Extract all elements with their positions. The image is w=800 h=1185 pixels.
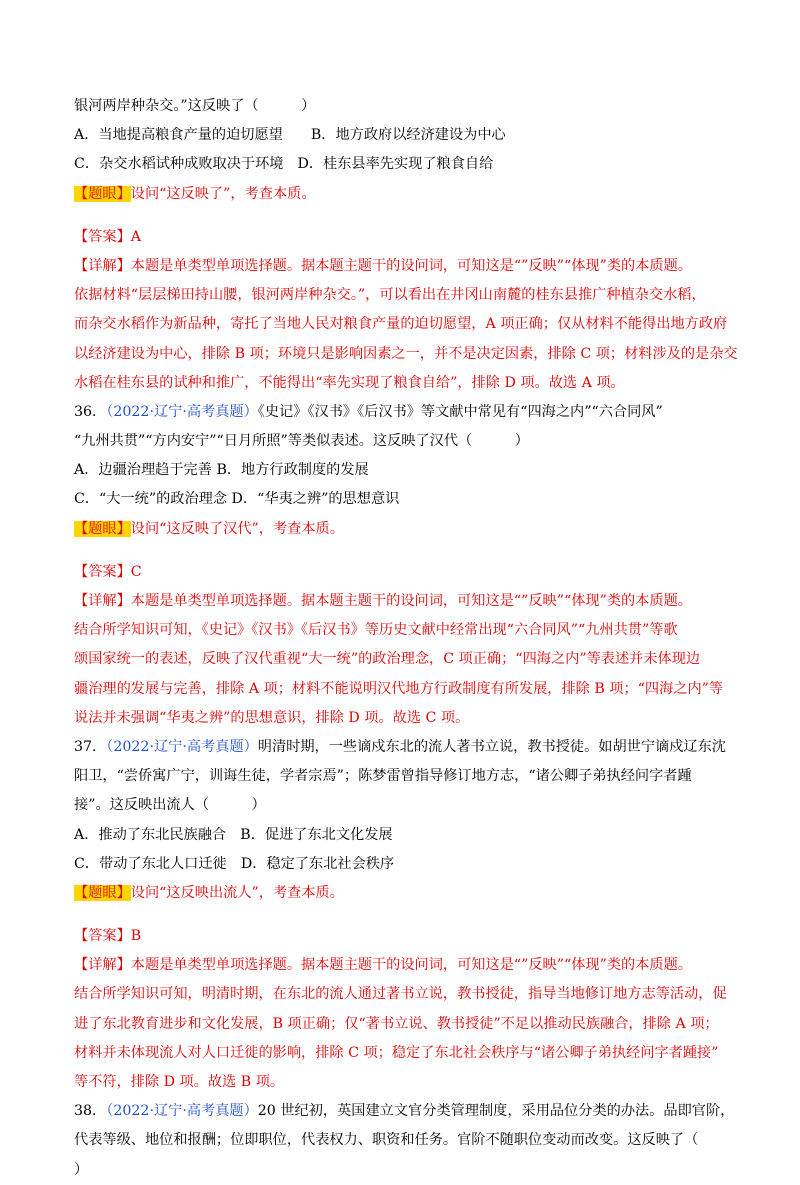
q36-source: （2022·辽宁·高考真题） xyxy=(106,403,258,420)
q36-options-ab: A．边疆治理趋于完善 B．地方行政制度的发展 xyxy=(74,462,369,479)
q37-options-cd: C．带动了东北人口迁徙 D．稳定了东北社会秩序 xyxy=(74,855,395,872)
q35-option-a: A．当地提高粮食产量的迫切愿望 xyxy=(74,127,283,144)
q37-number: 37． xyxy=(74,738,107,755)
q36-detail-line: 结合所学知识可知，《史记》《汉书》《后汉书》等历史文献中经常出现“六合同风”“九州共贯”等歌 xyxy=(74,622,678,639)
q37-detail-line: 材料并未体现流人对人口迁徙的影响，排除 C 项；稳定了东北社会秩序与“诸公卿子弟执经问字者踵接” xyxy=(74,1044,719,1061)
q37-stem-line1 xyxy=(74,733,724,762)
document-page xyxy=(74,92,738,1185)
q36-eye-text: 设问“这反映了汉代”，考查本质。 xyxy=(130,520,344,537)
q37-detail-line: 等不符，排除 D 项。故选 B 项。 xyxy=(74,1074,285,1090)
q35-options-ab xyxy=(74,121,724,150)
q35-option-c: C．杂交水稻试种成败取决于环境 xyxy=(74,156,284,173)
q36-detail-line: 【详解】本题是单类型单项选择题。据本题主题干的设问词，可知这是“”反映”“体现”类的本质题。 xyxy=(74,593,692,609)
q37-detail xyxy=(74,951,727,1097)
q35-eye-tag: 【题眼】 xyxy=(74,185,131,202)
q36-stem-line2: “九州共贯”“方内安宁”“日月所照”等类似表述。这反映了汉代（ ） xyxy=(74,433,529,450)
q36-stem1: 《史记》《汉书》《后汉书》等文献中常见有“四海之内”“六合同风” xyxy=(257,403,663,420)
q35-detail-line: 水稻在桂东县的试种和推广，不能得出“率先实现了粮食自给”，排除 D 项。故选 A 项。 xyxy=(74,374,625,391)
q35-options-cd xyxy=(74,150,724,179)
q36-options-cd: C．“大一统”的政治理念 D．“华夷之辨”的思想意识 xyxy=(74,491,400,508)
q35-eye xyxy=(74,180,724,209)
q35-detail-line: 【详解】本题是单类型单项选择题。据本题主题干的设问词，可知这是“”反映”“体现”类的本质题。 xyxy=(74,257,692,274)
q36-answer: 【答案】C xyxy=(74,563,142,580)
q36-detail xyxy=(74,587,724,733)
q37-options-ab: A．推动了东北民族融合 B．促进了东北文化发展 xyxy=(74,826,393,843)
q35-detail-line: 以经济建设为中心，排除 B 项；环境只是影响因素之一，并不是决定因素，排除 C 项；材料涉及的是杂交 xyxy=(74,345,738,362)
q36-detail-line: 说法并未强调“华夷之辨”的思想意识，排除 D 项。故选 C 项。 xyxy=(74,709,470,726)
q38-source: （2022·辽宁·高考真题） xyxy=(106,1103,258,1120)
q36-detail-line: 疆治理的发展与完善，排除 A 项；材料不能说明汉代地方行政制度有所发展，排除 B 项；“四海之内”等 xyxy=(74,680,724,697)
q36-detail-line: 颂国家统一的表述，反映了汉代重视“大一统”的政治理念，C 项正确；“四海之内”等表述并未体现边 xyxy=(74,651,701,668)
q37-stem-line3: 接”。这反映出流人（ ） xyxy=(74,797,266,814)
q37-source: （2022·辽宁·高考真题） xyxy=(106,738,258,755)
q38-stem-line1 xyxy=(74,1097,735,1126)
q37-answer: 【答案】B xyxy=(74,928,142,945)
q35-answer: 【答案】A xyxy=(74,228,141,245)
q35-option-d: D．桂东县率先实现了粮食自给 xyxy=(297,156,494,173)
q35-detail-line: 依据材料“层层梯田持山腰，银河两岸种杂交。”，可以看出在井冈山南麓的桂东县推广种植杂交水稻， xyxy=(74,287,706,304)
q37-eye-tag: 【题眼】 xyxy=(74,884,131,901)
q38-number: 38． xyxy=(74,1103,107,1120)
q37-detail-line: 进了东北教育进步和文化发展，B 项正确；仅“著书立说、教书授徒”不足以推动民族融合，排除 A 项； xyxy=(74,1015,719,1032)
q35-eye-text: 设问“这反映了”，考查本质。 xyxy=(130,185,316,202)
q38-stem-line3: ） xyxy=(74,1161,89,1178)
q35-stem-tail: 银河两岸种杂交。”这反映了（ ） xyxy=(74,98,316,114)
q35-detail-line: 而杂交水稻作为新品种，寄托了当地人民对粮食产量的迫切愿望，A 项正确；仅从材料不能得出地方政府 xyxy=(74,316,728,333)
q36-eye xyxy=(74,515,724,544)
q35-option-b: B．地方政府以经济建设为中心 xyxy=(310,127,506,144)
q36-number: 36． xyxy=(74,403,107,420)
q37-eye-text: 设问“这反映出流人”，考查本质。 xyxy=(130,884,344,901)
q38-stem-line2: 代表等级、地位和报酬；位即职位，代表权力、职资和任务。官阶不随职位变动而改变。这反映了（ xyxy=(74,1132,699,1149)
q36-stem-line1 xyxy=(74,398,724,427)
q37-detail-line: 【详解】本题是单类型单项选择题。据本题主题干的设问词，可知这是“”反映”“体现”类的本质题。 xyxy=(74,957,692,974)
q38-stem1: 20 世纪初，英国建立文官分类管理制度，采用品位分类的办法。品即官阶， xyxy=(257,1103,735,1120)
q37-stem-line2: 阳卫，“尝侨寓广宁，训诲生徒，学者宗焉”；陈梦雷曾指导修订地方志，“诸公卿子弟执经问字者踵 xyxy=(74,768,692,785)
q36-eye-tag: 【题眼】 xyxy=(74,520,131,537)
q35-detail xyxy=(74,252,738,398)
q37-detail-line: 结合所学知识可知，明清时期，在东北的流人通过著书立说，教书授徒，指导当地修订地方志等活动，促 xyxy=(74,986,727,1003)
q37-stem1: 明清时期，一些谪戍东北的流人著书立说，教书授徒。如胡世宁谪戍辽东沈 xyxy=(257,738,726,755)
q37-eye xyxy=(74,879,724,908)
